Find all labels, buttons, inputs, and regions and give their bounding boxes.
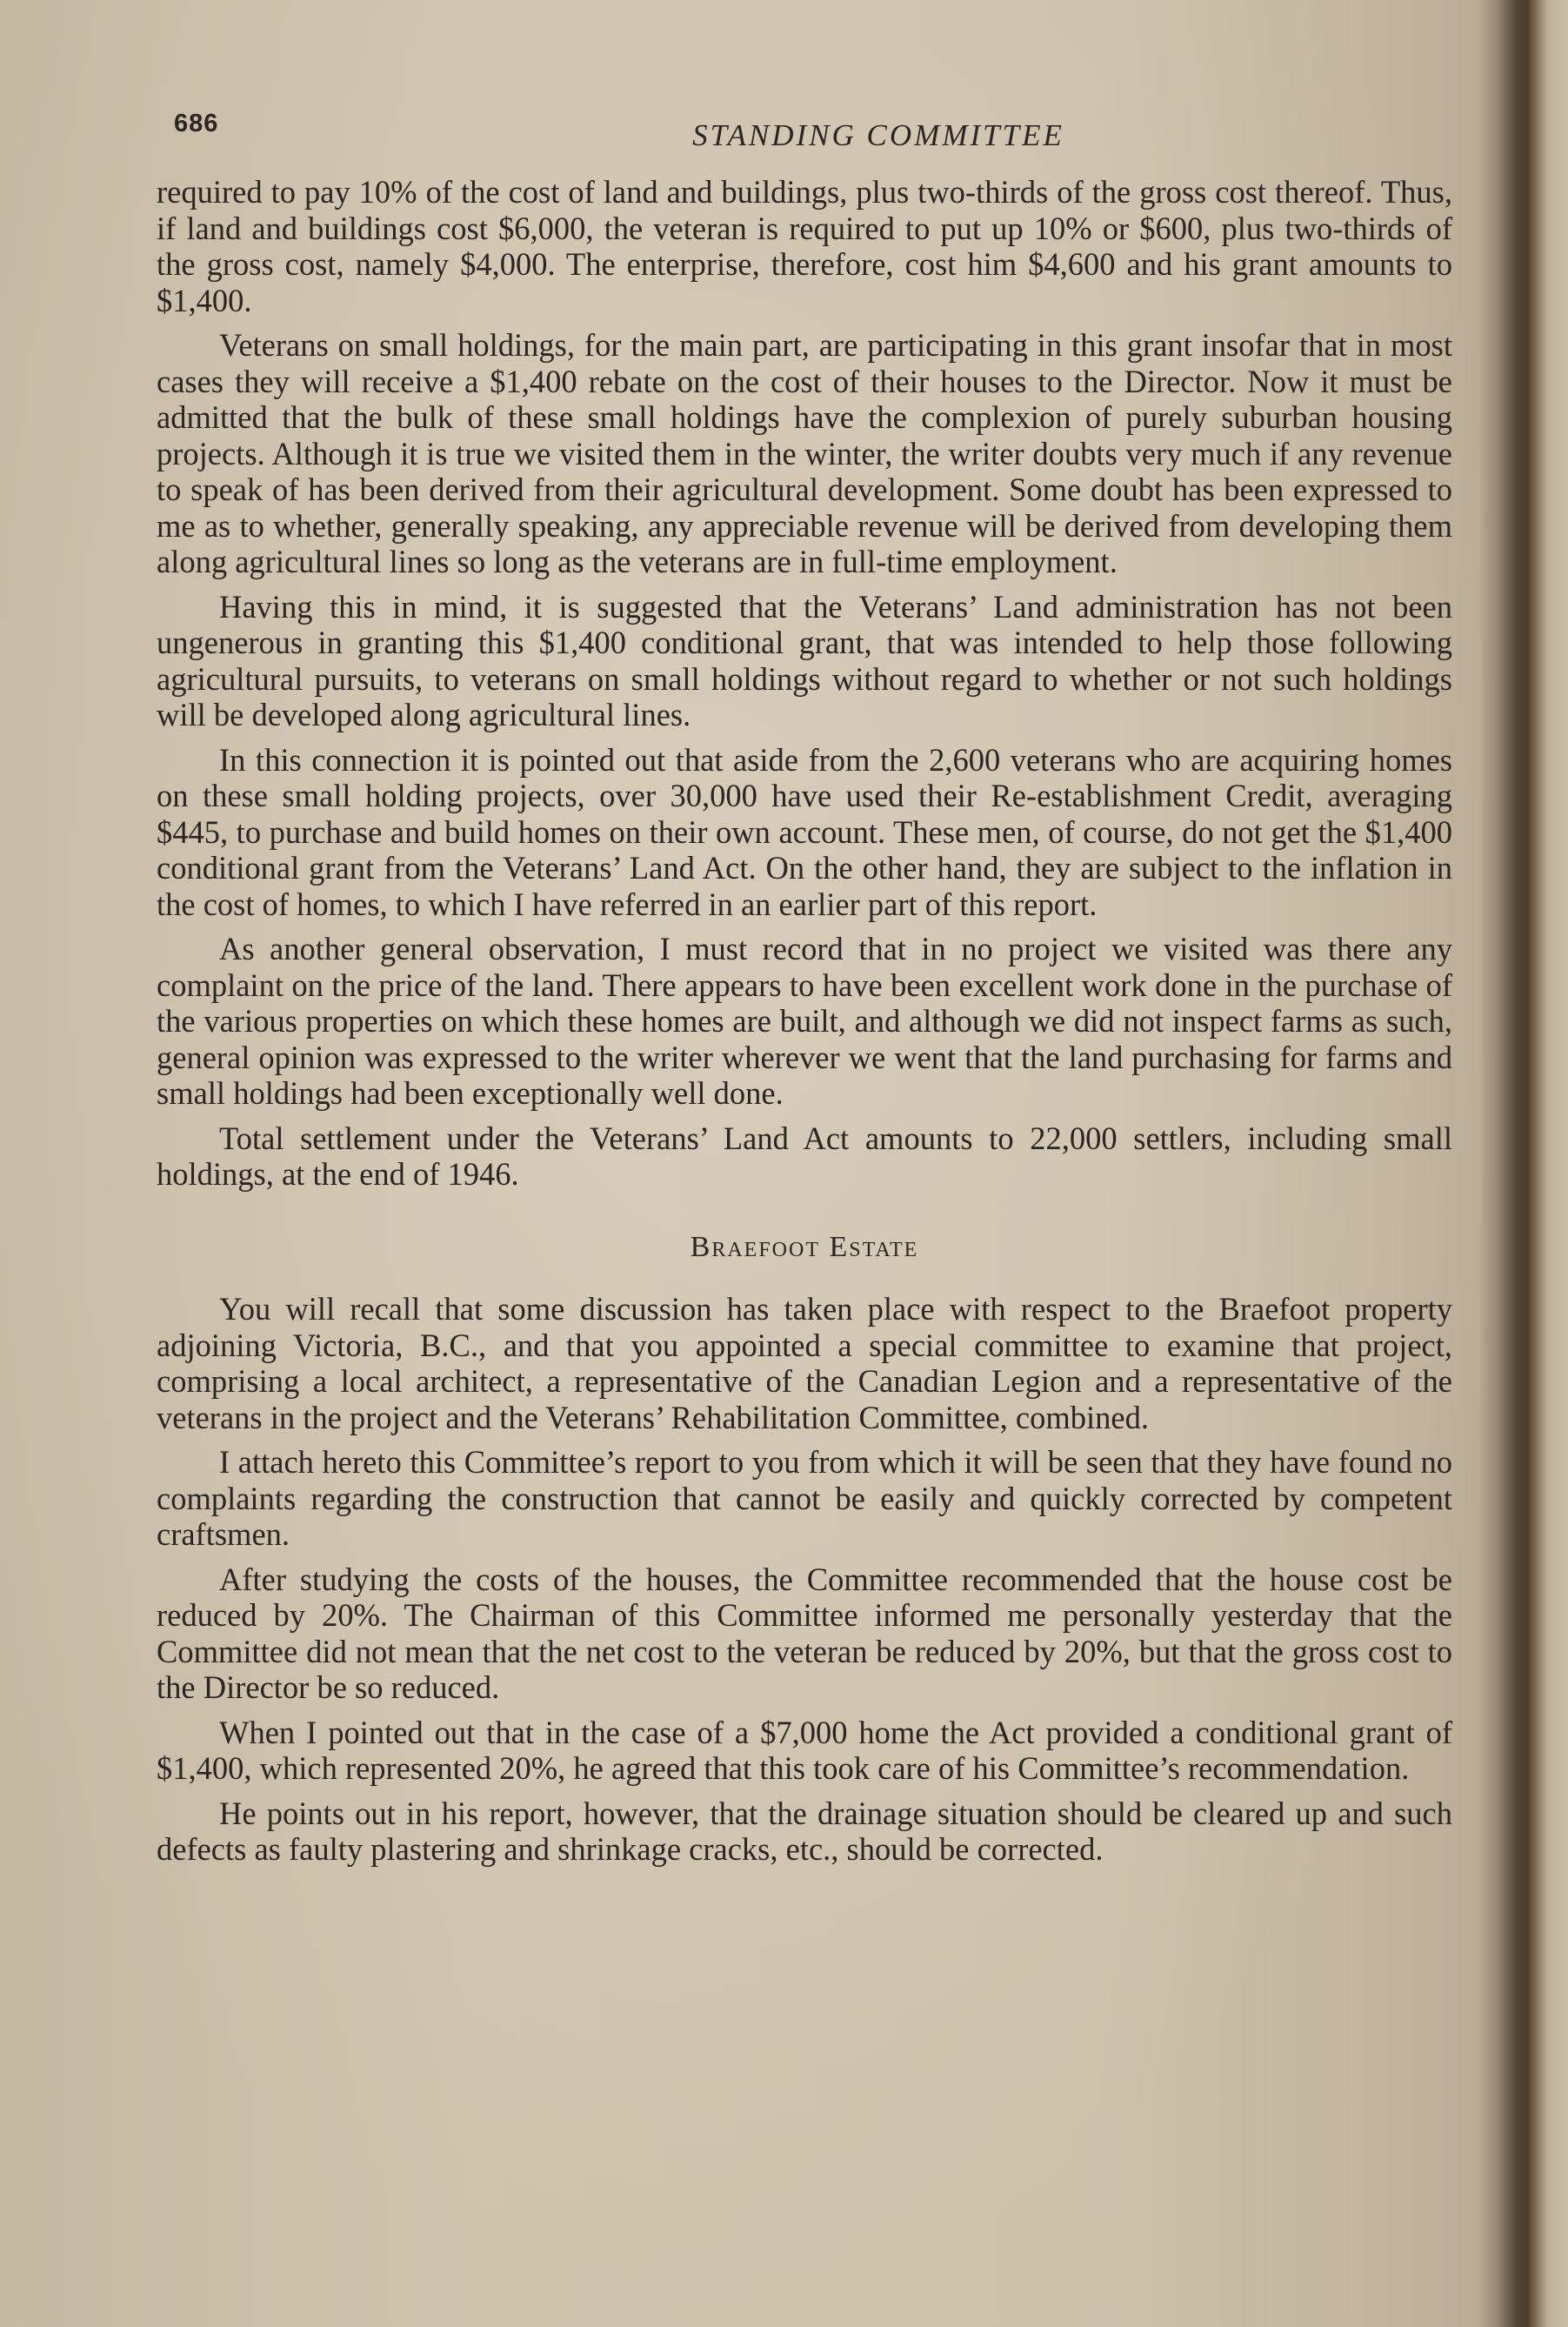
running-head: STANDING COMMITTEE	[692, 118, 1064, 152]
book-spine-shadow	[1478, 0, 1568, 2327]
body-text	[157, 174, 1452, 1876]
paragraph: You will recall that some discussion has taken place with respect to the Braefoot property adjoining Victoria, B.C., and that you appointed a special committee to examine that project, comprising a local architect, a representative of the Canadian Legion and a representative of the veterans in the project and the Veterans’ Rehabilitation Committee, combined.	[157, 1291, 1452, 1435]
paragraph: Total settlement under the Veterans’ Land Act amounts to 22,000 settlers, including small holdings, at the end of 1946.	[157, 1120, 1452, 1192]
paragraph: As another general observation, I must record that in no project we visited was there any complaint on the price of the land. There appears to have been excellent work done in the purchase of the various properties on which these homes are built, and although we did not inspect farms as such, general opinion was expressed to the writer wherever we went that the land purchasing for farms and small holdings had been exceptionally well done.	[157, 931, 1452, 1111]
page-header	[174, 104, 1461, 157]
page-number: 686	[174, 110, 219, 137]
paragraph: I attach hereto this Committee’s report to you from which it will be seen that they have found no complaints regarding the construction that cannot be easily and quickly corrected by competent craftsmen.	[157, 1444, 1452, 1552]
paragraph: Having this in mind, it is suggested that the Veterans’ Land administration has not been ungenerous in granting this $1,400 conditional grant, that was intended to help those following agricultural pursuits, to veterans on small holdings without regard to whether or not such holdings will be developed along agricultural lines.	[157, 588, 1452, 732]
paragraph: When I pointed out that in the case of a $7,000 home the Act provided a conditional grant of $1,400, which represented 20%, he agreed that this took care of his Committee’s recommendation.	[157, 1714, 1452, 1786]
paragraph: In this connection it is pointed out that aside from the 2,600 veterans who are acquiring homes on these small holding projects, over 30,000 have used their Re-establishment Credit, averaging $445, to purchase and build homes on their own account. These men, of course, do not get the $1,400 conditional grant from the Veterans’ Land Act. On the other hand, they are subject to the inflation in the cost of homes, to which I have referred in an earlier part of this report.	[157, 741, 1452, 922]
section-heading: Braefoot Estate	[690, 1230, 919, 1263]
paragraph: required to pay 10% of the cost of land and buildings, plus two-thirds of the gross cost thereof. Thus, if land and buildings cost $6,000, the veteran is required to put up 10% or $600, plus two-thirds of the gross cost, namely $4,000. The enterprise, therefore, cost him $4,600 and his grant amounts to $1,400.	[157, 174, 1452, 318]
paragraph: He points out in his report, however, that the drainage situation should be cleared up and such defects as faulty plastering and shrinkage cracks, etc., should be corrected.	[157, 1795, 1452, 1867]
paragraph: After studying the costs of the houses, the Committee recommended that the house cost be reduced by 20%. The Chairman of this Committee informed me personally yesterday that the Committee did not mean that the net cost to the veteran be reduced by 20%, but that the gross cost to the Director be so reduced.	[157, 1561, 1452, 1705]
paragraph: Veterans on small holdings, for the main part, are participating in this grant insofar that in most cases they will receive a $1,400 rebate on the cost of their houses to the Director. Now it must be admitted that the bulk of these small holdings have the complexion of purely suburban housing projects. Although it is true we visited them in the winter, the writer doubts very much if any revenue to speak of has been derived from their agricultural development. Some doubt has been expressed to me as to whether, generally speaking, any appreciable revenue will be derived from developing them along agricultural lines so long as the veterans are in full-time employment.	[157, 327, 1452, 579]
